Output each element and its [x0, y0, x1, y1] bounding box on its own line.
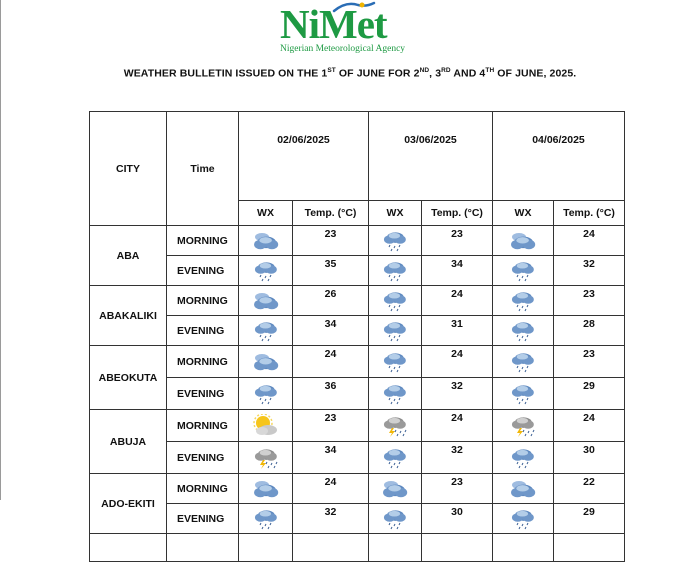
temperature-value: 34	[293, 442, 369, 474]
empty-cell	[239, 534, 293, 562]
thunderstorm-icon	[239, 447, 292, 469]
rain-icon	[239, 320, 292, 342]
empty-cell	[554, 534, 625, 562]
weather-cell	[493, 346, 554, 378]
weather-cell	[493, 286, 554, 316]
city-name: ABUJA	[90, 410, 167, 474]
cloudy-icon	[239, 479, 292, 499]
wx-header: WX	[493, 201, 554, 226]
temperature-value: 32	[554, 256, 625, 286]
city-name: ABAKALIKI	[90, 286, 167, 346]
rain-icon	[493, 447, 553, 469]
temperature-value: 32	[422, 442, 493, 474]
wx-header: WX	[239, 201, 293, 226]
table-row	[90, 256, 625, 286]
empty-cell	[493, 534, 554, 562]
rain-icon	[369, 260, 421, 282]
city-name: ABEOKUTA	[90, 346, 167, 410]
weather-cell	[493, 504, 554, 534]
table-row	[90, 226, 625, 256]
bulletin-title: WEATHER BULLETIN ISSUED ON THE 1ST OF JUNE FOR 2ND, 3RD AND 4TH OF JUNE, 2025.	[123, 67, 577, 80]
temperature-value: 23	[554, 346, 625, 378]
rain-icon	[493, 260, 553, 282]
time-of-day: MORNING	[167, 226, 239, 256]
weather-cell	[493, 442, 554, 474]
time-of-day: MORNING	[167, 286, 239, 316]
wx-header: WX	[369, 201, 422, 226]
temperature-value: 30	[554, 442, 625, 474]
empty-cell	[422, 534, 493, 562]
weather-cell	[493, 256, 554, 286]
date-header: 03/06/2025	[369, 112, 493, 201]
temperature-value: 34	[293, 316, 369, 346]
time-of-day: EVENING	[167, 256, 239, 286]
table-row	[90, 286, 625, 316]
temperature-value: 26	[293, 286, 369, 316]
weather-cell	[239, 346, 293, 378]
cloudy-icon	[369, 479, 421, 499]
table-row	[90, 346, 625, 378]
table-row	[90, 378, 625, 410]
city-header: CITY	[90, 112, 167, 226]
temperature-value: 36	[293, 378, 369, 410]
weather-cell	[493, 474, 554, 504]
temperature-value: 24	[554, 226, 625, 256]
cloudy-icon	[239, 352, 292, 372]
temperature-value: 31	[422, 316, 493, 346]
weather-cell	[369, 316, 422, 346]
weather-cell	[493, 378, 554, 410]
temperature-value: 35	[293, 256, 369, 286]
table-row	[90, 504, 625, 534]
temperature-value: 24	[422, 410, 493, 442]
table-row	[90, 316, 625, 346]
rain-icon	[493, 508, 553, 530]
rain-icon	[369, 447, 421, 469]
rain-icon	[369, 290, 421, 312]
cloudy-icon	[493, 479, 553, 499]
weather-cell	[369, 410, 422, 442]
cloudy-icon	[239, 231, 292, 251]
rain-icon	[369, 351, 421, 373]
weather-cell	[369, 378, 422, 410]
rain-icon	[239, 260, 292, 282]
empty-cell	[90, 534, 167, 562]
weather-cell	[369, 256, 422, 286]
weather-cell	[239, 442, 293, 474]
table-row	[90, 474, 625, 504]
temp-header: Temp. (°C)	[554, 201, 625, 226]
rain-icon	[369, 320, 421, 342]
temperature-value: 29	[554, 504, 625, 534]
time-of-day: MORNING	[167, 410, 239, 442]
temperature-value: 24	[293, 474, 369, 504]
weather-cell	[239, 316, 293, 346]
table-row	[90, 410, 625, 442]
weather-cell	[493, 316, 554, 346]
temp-header: Temp. (°C)	[293, 201, 369, 226]
weather-cell	[369, 346, 422, 378]
rain-icon	[493, 320, 553, 342]
time-of-day: EVENING	[167, 504, 239, 534]
rain-icon	[369, 508, 421, 530]
weather-cell	[239, 378, 293, 410]
city-name: ADO-EKITI	[90, 474, 167, 534]
weather-cell	[369, 226, 422, 256]
temperature-value: 32	[422, 378, 493, 410]
weather-cell	[239, 256, 293, 286]
temp-header: Temp. (°C)	[422, 201, 493, 226]
temperature-value: 24	[422, 286, 493, 316]
time-of-day: MORNING	[167, 346, 239, 378]
temperature-value: 23	[422, 474, 493, 504]
temperature-value: 23	[293, 410, 369, 442]
nimet-logo	[276, 0, 436, 58]
cloudy-icon	[239, 291, 292, 311]
temperature-value: 32	[293, 504, 369, 534]
weather-cell	[239, 410, 293, 442]
rain-icon	[239, 508, 292, 530]
rain-icon	[369, 383, 421, 405]
sun-cloud-icon	[239, 414, 292, 438]
weather-cell	[493, 226, 554, 256]
header-row	[90, 112, 625, 201]
date-header: 02/06/2025	[239, 112, 369, 201]
weather-cell	[239, 286, 293, 316]
temperature-value: 24	[554, 410, 625, 442]
weather-cell	[369, 286, 422, 316]
weather-cell	[369, 474, 422, 504]
time-of-day: EVENING	[167, 442, 239, 474]
thunderstorm-icon	[493, 415, 553, 437]
table-row	[90, 442, 625, 474]
empty-cell	[369, 534, 422, 562]
temperature-value: 28	[554, 316, 625, 346]
cloudy-icon	[493, 231, 553, 251]
city-name: ABA	[90, 226, 167, 286]
rain-icon	[493, 351, 553, 373]
temperature-value: 23	[293, 226, 369, 256]
rain-icon	[369, 230, 421, 252]
rain-icon	[493, 290, 553, 312]
rain-icon	[239, 383, 292, 405]
weather-cell	[239, 226, 293, 256]
temperature-value: 24	[293, 346, 369, 378]
empty-cell	[167, 534, 239, 562]
temperature-value: 23	[554, 286, 625, 316]
logo-wordmark: NiMet	[280, 1, 387, 47]
temperature-value: 30	[422, 504, 493, 534]
thunderstorm-icon	[369, 415, 421, 437]
temperature-value: 22	[554, 474, 625, 504]
empty-cell	[293, 534, 369, 562]
forecast-table	[89, 111, 625, 562]
time-of-day: EVENING	[167, 378, 239, 410]
time-of-day: MORNING	[167, 474, 239, 504]
temperature-value: 34	[422, 256, 493, 286]
weather-cell	[369, 504, 422, 534]
weather-cell	[369, 442, 422, 474]
rain-icon	[493, 383, 553, 405]
table-row	[90, 534, 625, 562]
weather-cell	[239, 474, 293, 504]
weather-cell	[493, 410, 554, 442]
date-header: 04/06/2025	[493, 112, 625, 201]
agency-name: Nigerian Meteorological Agency	[280, 44, 406, 54]
time-of-day: EVENING	[167, 316, 239, 346]
time-header: Time	[167, 112, 239, 226]
temperature-value: 23	[422, 226, 493, 256]
temperature-value: 29	[554, 378, 625, 410]
weather-cell	[239, 504, 293, 534]
temperature-value: 24	[422, 346, 493, 378]
